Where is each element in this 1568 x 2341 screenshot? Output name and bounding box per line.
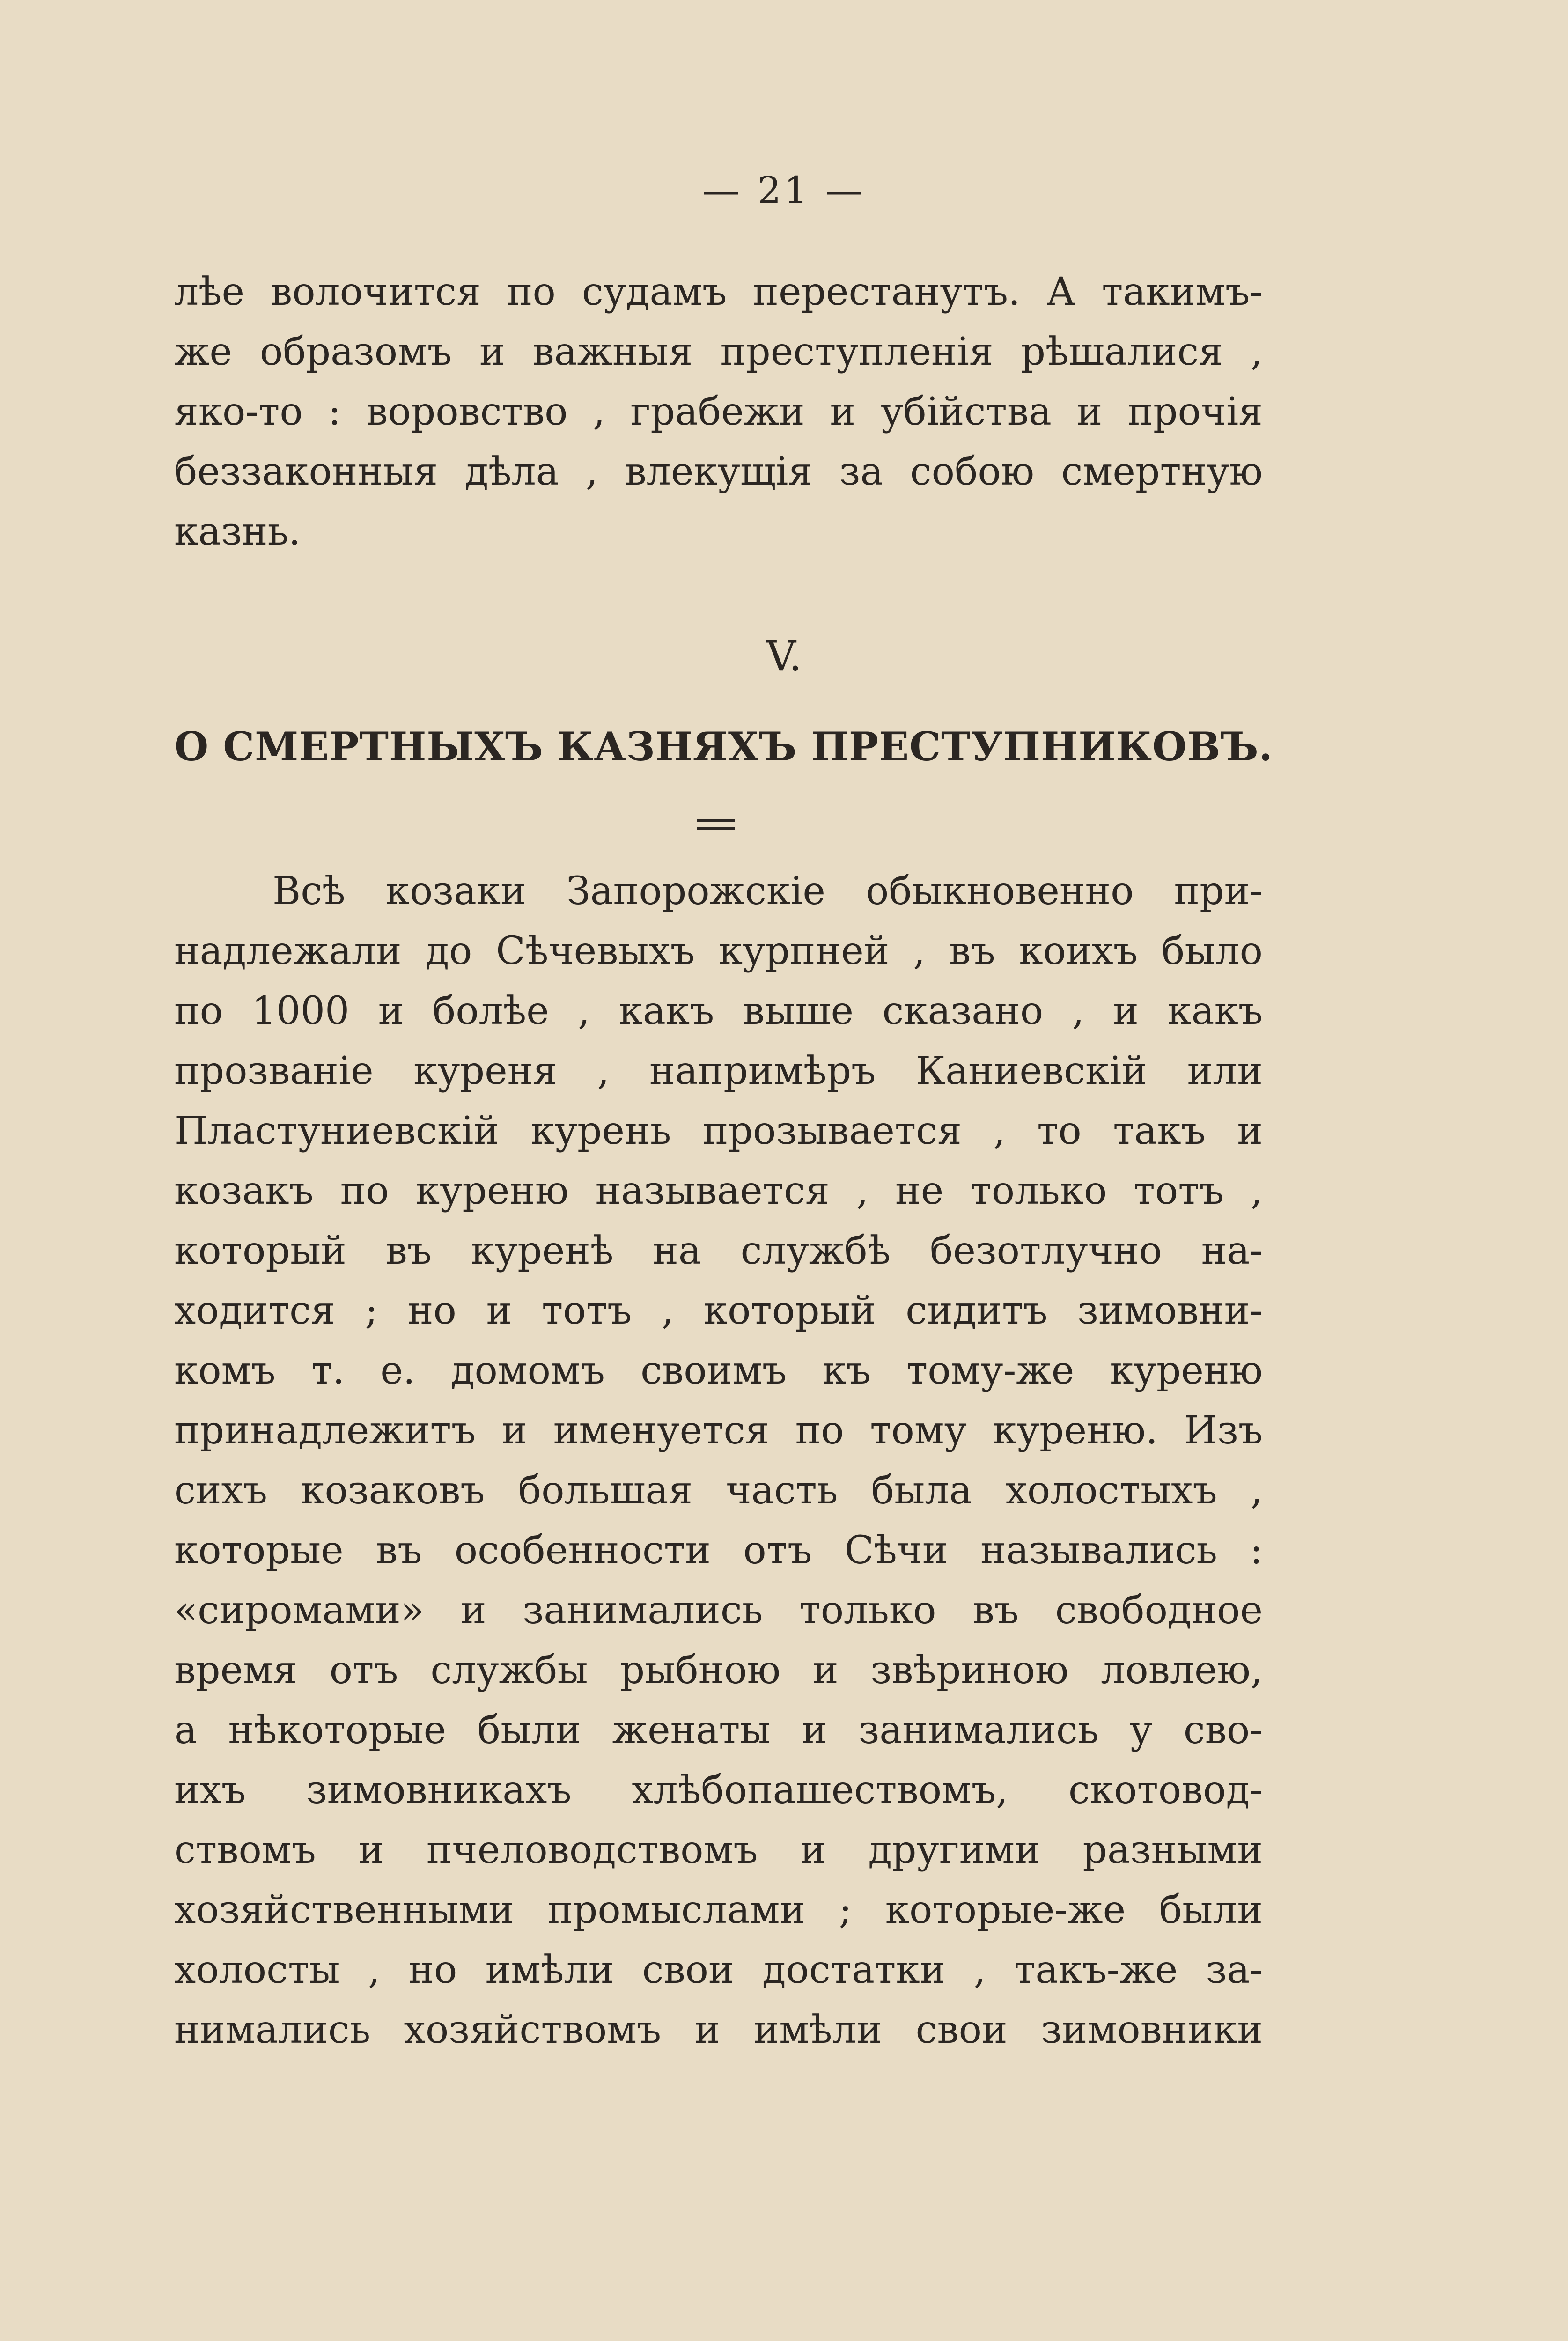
continuation-paragraph (174, 262, 1263, 562)
text-line: же образомъ и важныя преступленія рѣшалися , (174, 330, 1263, 374)
text-line: ходится ; но и тотъ , который сидитъ зимовни- (174, 1288, 1263, 1333)
text-line: ихъ зимовникахъ хлѣбопашествомъ, скотовод- (174, 1768, 1263, 1812)
text-line: Всѣ козаки Запорожскіе обыкновенно при- (272, 869, 1263, 913)
text-line: которые въ особенности отъ Сѣчи назывались : (174, 1528, 1263, 1573)
text-line: нимались хозяйствомъ и имѣли свои зимовники (174, 2008, 1263, 2052)
text-line: а нѣкоторые были женаты и занимались у сво- (174, 1708, 1263, 1752)
text-line: комъ т. е. домомъ своимъ къ тому-же куреню (174, 1348, 1263, 1393)
text-line: надлежали до Сѣчевыхъ курпней , въ коихъ было (174, 929, 1263, 973)
text-line: казнь. (174, 509, 301, 554)
text-line: который въ куренѣ на службѣ безотлучно на- (174, 1229, 1263, 1273)
text-line: лѣе волочится по судамъ перестанутъ. А такимъ- (174, 270, 1263, 314)
text-line: Пластуниевскій курень прозывается , то такъ и (174, 1109, 1263, 1153)
body-paragraph (174, 861, 1263, 2060)
page-number: — 21 — (702, 169, 866, 212)
text-line: хозяйственными промыслами ; которые-же были (174, 1888, 1263, 1932)
text-line: «сиромами» и занимались только въ свободное (174, 1588, 1263, 1633)
text-line: по 1000 и болѣе , какъ выше сказано , и какъ (174, 989, 1263, 1033)
text-line: беззаконныя дѣла , влекущія за собою смертную (174, 449, 1263, 494)
text-line: яко-то : воровство , грабежи и убійства и прочія (174, 390, 1263, 434)
text-line: сихъ козаковъ большая часть была холостыхъ , (174, 1468, 1263, 1513)
text-line: козакъ по куреню называется , не только тотъ , (174, 1169, 1263, 1213)
text-line: прозваніе куреня , напримѣръ Каниевскій или (174, 1049, 1263, 1093)
text-line: принадлежитъ и именуется по тому куреню. Изъ (174, 1408, 1263, 1453)
section-title: О СМЕРТНЫХЪ КАЗНЯХЪ ПРЕСТУПНИКОВЪ. (174, 723, 1273, 770)
section-number: V. (766, 632, 802, 680)
text-line: ствомъ и пчеловодствомъ и другими разными (174, 1828, 1263, 1872)
double-rule-divider (697, 819, 735, 830)
text-line: холосты , но имѣли свои достатки , такъ-же за- (174, 1948, 1263, 1992)
text-line: время отъ службы рыбною и звѣриною ловлею, (174, 1648, 1263, 1693)
